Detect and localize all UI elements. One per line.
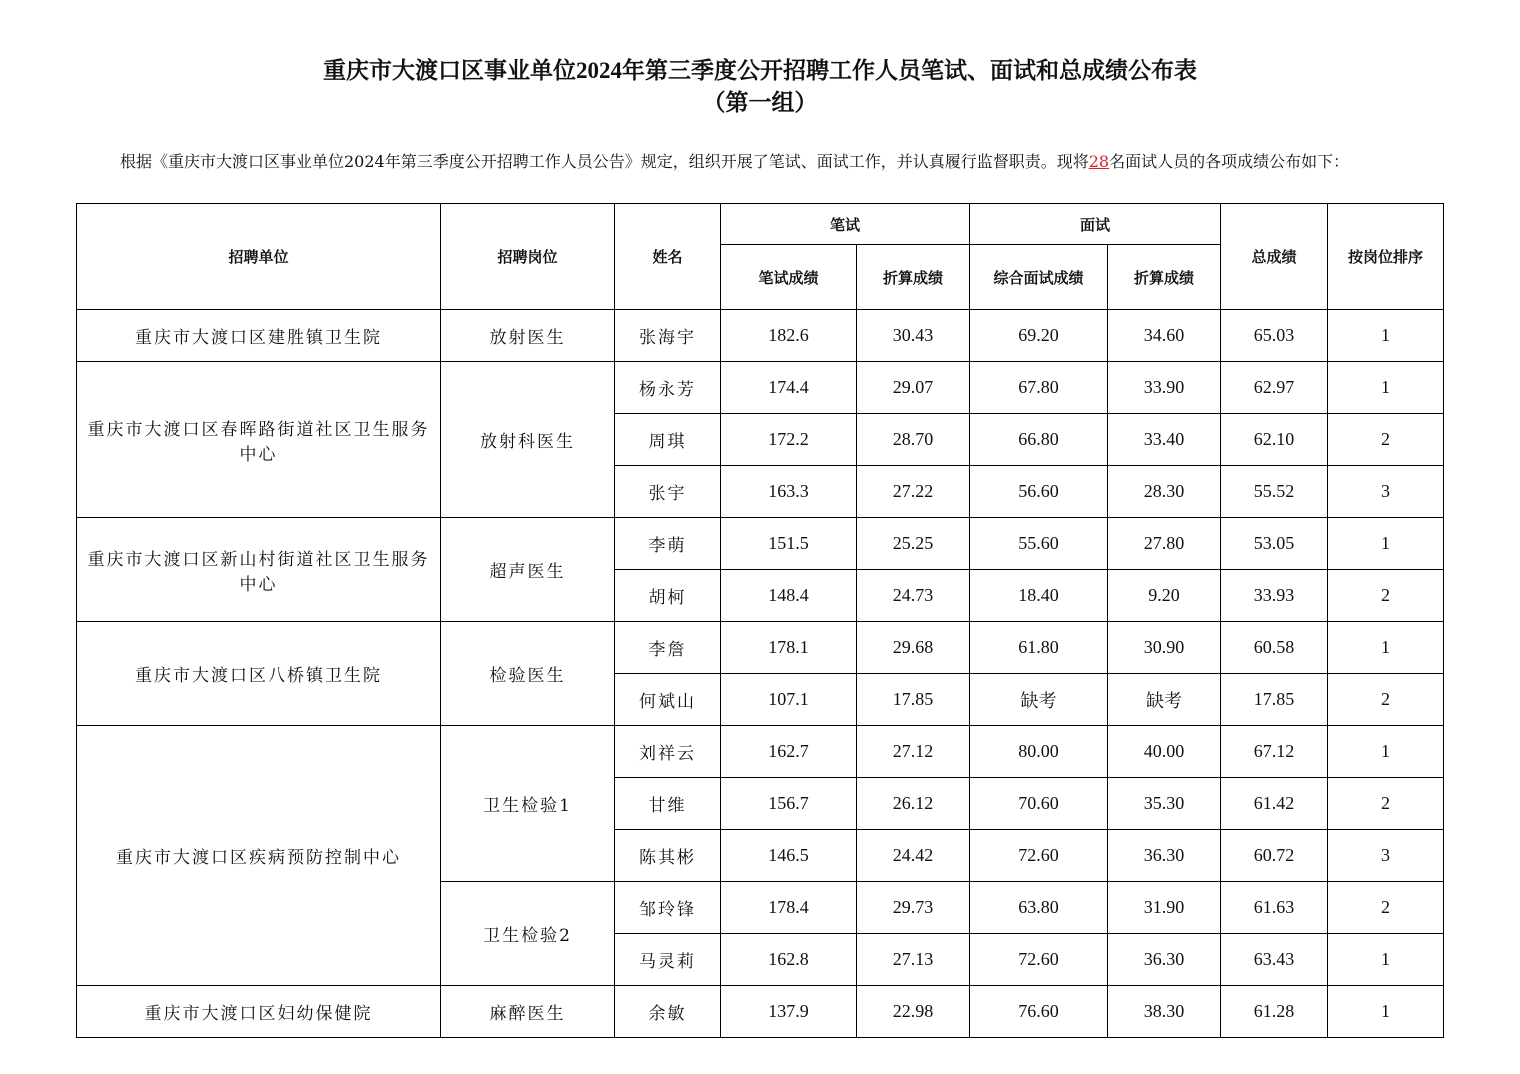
interview-score-cell: 67.80 xyxy=(970,362,1108,414)
header-rank: 按岗位排序 xyxy=(1328,204,1444,310)
rank-cell: 2 xyxy=(1328,414,1444,466)
name-cell: 邹玲锋 xyxy=(615,882,721,934)
name-cell: 周琪 xyxy=(615,414,721,466)
interview-converted-cell: 40.00 xyxy=(1108,726,1221,778)
written-converted-cell: 27.13 xyxy=(857,934,970,986)
rank-cell: 1 xyxy=(1328,934,1444,986)
interview-converted-cell: 34.60 xyxy=(1108,310,1221,362)
score-table xyxy=(76,203,1444,1038)
interview-score-cell: 69.20 xyxy=(970,310,1108,362)
page-title: 重庆市大渡口区事业单位2024年第三季度公开招聘工作人员笔试、面试和总成绩公布表 xyxy=(323,58,1197,83)
written-score-cell: 162.8 xyxy=(721,934,857,986)
written-converted-cell: 22.98 xyxy=(857,986,970,1038)
written-converted-cell: 29.68 xyxy=(857,622,970,674)
interview-score-cell: 70.60 xyxy=(970,778,1108,830)
total-cell: 60.58 xyxy=(1221,622,1328,674)
name-cell: 李詹 xyxy=(615,622,721,674)
written-score-cell: 156.7 xyxy=(721,778,857,830)
written-score-cell: 178.4 xyxy=(721,882,857,934)
written-converted-cell: 29.07 xyxy=(857,362,970,414)
interview-score-cell: 66.80 xyxy=(970,414,1108,466)
rank-cell: 1 xyxy=(1328,362,1444,414)
interview-converted-cell: 36.30 xyxy=(1108,830,1221,882)
rank-cell: 2 xyxy=(1328,882,1444,934)
total-cell: 33.93 xyxy=(1221,570,1328,622)
total-cell: 62.10 xyxy=(1221,414,1328,466)
interview-converted-cell: 33.40 xyxy=(1108,414,1221,466)
rank-cell: 1 xyxy=(1328,310,1444,362)
written-score-cell: 107.1 xyxy=(721,674,857,726)
rank-cell: 1 xyxy=(1328,986,1444,1038)
total-cell: 65.03 xyxy=(1221,310,1328,362)
interview-converted-cell: 30.90 xyxy=(1108,622,1221,674)
unit-cell: 重庆市大渡口区妇幼保健院 xyxy=(77,986,441,1038)
table-row xyxy=(77,310,1444,362)
written-converted-cell: 27.22 xyxy=(857,466,970,518)
name-cell: 张海宇 xyxy=(615,310,721,362)
total-cell: 55.52 xyxy=(1221,466,1328,518)
written-converted-cell: 27.12 xyxy=(857,726,970,778)
header-name: 姓名 xyxy=(615,204,721,310)
written-converted-cell: 24.73 xyxy=(857,570,970,622)
name-cell: 刘祥云 xyxy=(615,726,721,778)
post-cell: 放射医生 xyxy=(441,310,615,362)
interviewee-count: 28 xyxy=(1088,152,1110,171)
written-score-cell: 174.4 xyxy=(721,362,857,414)
interview-converted-cell: 35.30 xyxy=(1108,778,1221,830)
total-cell: 61.63 xyxy=(1221,882,1328,934)
total-cell: 60.72 xyxy=(1221,830,1328,882)
rank-cell: 2 xyxy=(1328,674,1444,726)
header-written-score: 笔试成绩 xyxy=(721,245,857,310)
total-cell: 63.43 xyxy=(1221,934,1328,986)
header-interview: 面试 xyxy=(970,204,1221,245)
rank-cell: 3 xyxy=(1328,830,1444,882)
written-converted-cell: 24.42 xyxy=(857,830,970,882)
written-score-cell: 151.5 xyxy=(721,518,857,570)
name-cell: 杨永芳 xyxy=(615,362,721,414)
interview-score-cell: 63.80 xyxy=(970,882,1108,934)
unit-cell: 重庆市大渡口区建胜镇卫生院 xyxy=(77,310,441,362)
table-row xyxy=(77,622,1444,674)
table-row xyxy=(77,518,1444,570)
total-cell: 61.42 xyxy=(1221,778,1328,830)
interview-score-cell: 缺考 xyxy=(970,674,1108,726)
intro-text-before: 根据《重庆市大渡口区事业单位2024年第三季度公开招聘工作人员公告》规定，组织开展了笔试、面试工作，并认真履行监督职责。现将 xyxy=(120,152,1089,171)
header-written: 笔试 xyxy=(721,204,970,245)
unit-cell: 重庆市大渡口区八桥镇卫生院 xyxy=(77,622,441,726)
written-score-cell: 178.1 xyxy=(721,622,857,674)
post-cell: 麻醉医生 xyxy=(441,986,615,1038)
intro-text-after: 名面试人员的各项成绩公布如下： xyxy=(1109,152,1350,171)
name-cell: 张宇 xyxy=(615,466,721,518)
post-cell: 超声医生 xyxy=(441,518,615,622)
written-score-cell: 148.4 xyxy=(721,570,857,622)
interview-converted-cell: 缺考 xyxy=(1108,674,1221,726)
page-subtitle: （第一组） xyxy=(702,90,818,115)
header-interview-converted: 折算成绩 xyxy=(1108,245,1221,310)
unit-cell: 重庆市大渡口区春晖路街道社区卫生服务中心 xyxy=(77,362,441,518)
post-cell: 卫生检验2 xyxy=(441,882,615,986)
table-row xyxy=(77,362,1444,414)
header-written-converted: 折算成绩 xyxy=(857,245,970,310)
interview-score-cell: 55.60 xyxy=(970,518,1108,570)
written-converted-cell: 25.25 xyxy=(857,518,970,570)
rank-cell: 2 xyxy=(1328,570,1444,622)
header-interview-score: 综合面试成绩 xyxy=(970,245,1108,310)
rank-cell: 1 xyxy=(1328,622,1444,674)
name-cell: 胡柯 xyxy=(615,570,721,622)
interview-converted-cell: 38.30 xyxy=(1108,986,1221,1038)
name-cell: 何斌山 xyxy=(615,674,721,726)
total-cell: 17.85 xyxy=(1221,674,1328,726)
header-unit: 招聘单位 xyxy=(77,204,441,310)
written-converted-cell: 30.43 xyxy=(857,310,970,362)
interview-converted-cell: 27.80 xyxy=(1108,518,1221,570)
written-converted-cell: 17.85 xyxy=(857,674,970,726)
written-score-cell: 182.6 xyxy=(721,310,857,362)
written-converted-cell: 28.70 xyxy=(857,414,970,466)
unit-cell: 重庆市大渡口区新山村街道社区卫生服务中心 xyxy=(77,518,441,622)
written-converted-cell: 26.12 xyxy=(857,778,970,830)
post-cell: 放射科医生 xyxy=(441,362,615,518)
interview-converted-cell: 28.30 xyxy=(1108,466,1221,518)
written-converted-cell: 29.73 xyxy=(857,882,970,934)
written-score-cell: 137.9 xyxy=(721,986,857,1038)
intro-paragraph xyxy=(80,150,1432,174)
interview-converted-cell: 9.20 xyxy=(1108,570,1221,622)
rank-cell: 3 xyxy=(1328,466,1444,518)
table-row xyxy=(77,726,1444,778)
interview-score-cell: 18.40 xyxy=(970,570,1108,622)
header-total: 总成绩 xyxy=(1221,204,1328,310)
total-cell: 62.97 xyxy=(1221,362,1328,414)
post-cell: 检验医生 xyxy=(441,622,615,726)
written-score-cell: 162.7 xyxy=(721,726,857,778)
interview-score-cell: 56.60 xyxy=(970,466,1108,518)
unit-cell: 重庆市大渡口区疾病预防控制中心 xyxy=(77,726,441,986)
total-cell: 67.12 xyxy=(1221,726,1328,778)
rank-cell: 2 xyxy=(1328,778,1444,830)
total-cell: 61.28 xyxy=(1221,986,1328,1038)
name-cell: 甘维 xyxy=(615,778,721,830)
interview-score-cell: 72.60 xyxy=(970,830,1108,882)
name-cell: 余敏 xyxy=(615,986,721,1038)
interview-converted-cell: 33.90 xyxy=(1108,362,1221,414)
rank-cell: 1 xyxy=(1328,518,1444,570)
name-cell: 李萌 xyxy=(615,518,721,570)
header-post: 招聘岗位 xyxy=(441,204,615,310)
interview-score-cell: 72.60 xyxy=(970,934,1108,986)
interview-converted-cell: 31.90 xyxy=(1108,882,1221,934)
total-cell: 53.05 xyxy=(1221,518,1328,570)
written-score-cell: 172.2 xyxy=(721,414,857,466)
written-score-cell: 146.5 xyxy=(721,830,857,882)
rank-cell: 1 xyxy=(1328,726,1444,778)
table-row xyxy=(77,986,1444,1038)
name-cell: 马灵莉 xyxy=(615,934,721,986)
name-cell: 陈其彬 xyxy=(615,830,721,882)
interview-score-cell: 76.60 xyxy=(970,986,1108,1038)
interview-score-cell: 61.80 xyxy=(970,622,1108,674)
written-score-cell: 163.3 xyxy=(721,466,857,518)
interview-score-cell: 80.00 xyxy=(970,726,1108,778)
post-cell: 卫生检验1 xyxy=(441,726,615,882)
interview-converted-cell: 36.30 xyxy=(1108,934,1221,986)
